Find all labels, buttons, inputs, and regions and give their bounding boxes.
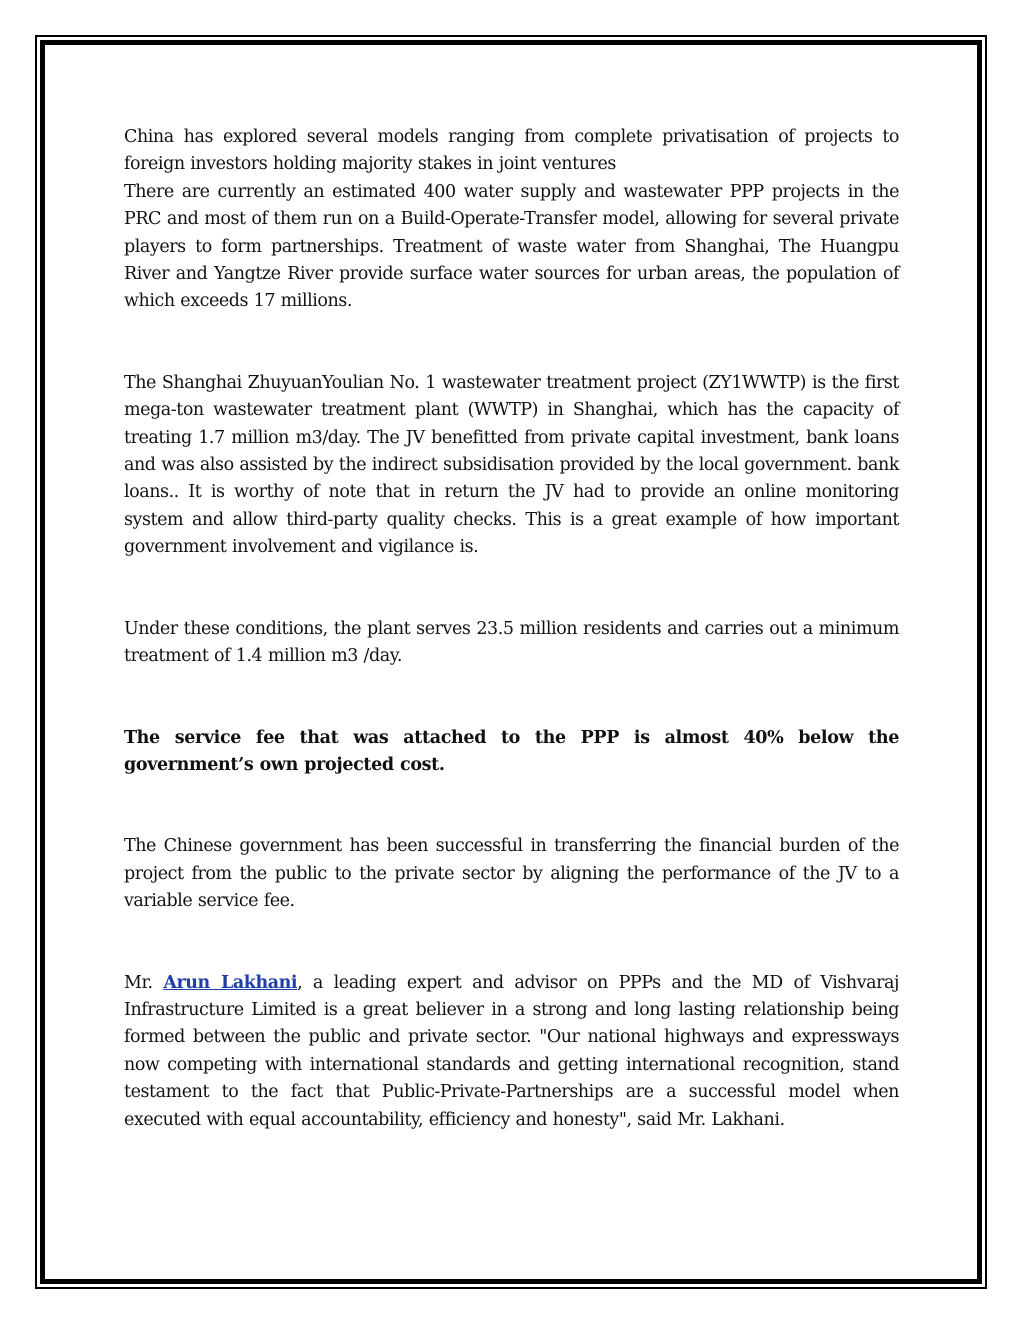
arun-lakhani-link[interactable]: Arun Lakhani [163,972,298,993]
document-body [124,124,899,1134]
paragraph-arun-lakhani [124,970,899,1134]
paragraph-prefix: Mr. [124,972,164,993]
paragraph-service-fee: The service fee that was attached to the PPP is almost 40% below the government’s own projected cost. [124,727,899,775]
paragraph-chinese-government: The Chinese government has been successful in transferring the financial burden of the project from the public to the private sector by aligning the performance of the JV to a variable service fee. [124,836,899,912]
paragraph-ppp-projects: There are currently an estimated 400 water supply and wastewater PPP projects in the PRC and most of them run on a Build-Operate-Transfer model, allowing for several private players to form partnerships. Treatment of waste water from Shanghai, The Huangpu River and Yangtze River provide surface water sources for urban areas, the population of which exceeds 17 millions. [124,181,899,312]
paragraph-conditions: Under these conditions, the plant serves 23.5 million residents and carries out a minimum treatment of 1.4 million m3 /day. [124,618,899,667]
paragraph-zy1wwtp: The Shanghai ZhuyuanYoulian No. 1 wastewater treatment project (ZY1WWTP) is the first mega-ton wastewater treatment plant (WWTP) in Shanghai, which has the capacity of treating 1.7 million m3/day. The JV benefitted from private capital investment, bank loans and was also assisted by the indirect subsidisation provided by the local government. bank loans.. It is worthy of note that in return the JV had to provide an online monitoring system and allow third-party quality checks. This is a great example of how important government involvement and vigilance is. [124,372,899,558]
paragraph-china-models: China has explored several models ranging from complete privatisation of projects to foreign investors holding majority stakes in joint ventures [124,127,899,175]
paragraph-suffix: , a leading expert and advisor on PPPs and the MD of Vishvaraj Infrastructure Limited is a great believer in a strong and long lasting relationship being formed between the public and private sector. "Our national highways and expressways now competing with international standards and getting international recognition, stand testament to the fact that Public-Private-Partnerships are a successful model when executed with equal accountability, efficiency and honesty", said Mr. Lakhani. [124,972,900,1130]
